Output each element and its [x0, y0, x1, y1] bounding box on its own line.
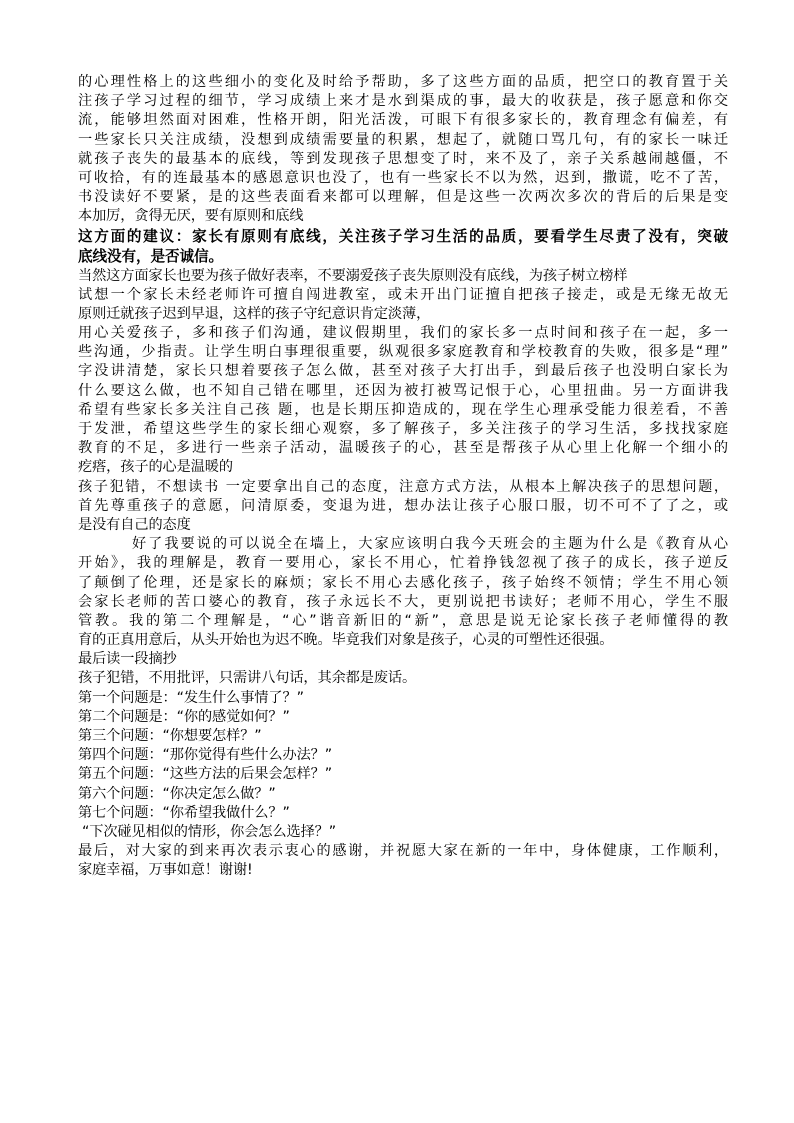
text-line: 于发泄，希望这些学生的家长细心观察，多了解孩子，多关注孩子的学习生活，多找找家庭 — [78, 421, 728, 437]
text-line: 第五个问题：“这些方法的后果会怎样？” — [78, 766, 332, 783]
text-line: 什么要这么做，也不知自己错在哪里，还因为被打被骂记恨于心，心里扭曲。另一方面讲我 — [78, 382, 728, 399]
text-line: 管教。我的第二个理解是，“心”谐音新旧的“新”，意思是说无论家长孩子老师懂得的教 — [78, 612, 728, 629]
bold-text-line: 这方面的建议：家长有原则有底线，关注孩子学习生活的品质，要看学生尽责了没有，突破 — [78, 227, 728, 245]
text-line: 可收拾，有的连最基本的感恩意识也没了，也有一些家长不以为然，迟到，撒谎，吃不了苦， — [78, 169, 728, 186]
text-line: 书没读好不要紧，是的这些表面看来都可以理解，但是这些一次两次多次的背后的后果是变 — [78, 189, 728, 206]
text-line: 孩子犯错，不想读书 一定要拿出自己的态度，注意方式方法，从根本上解决孩子的思想问题， — [78, 478, 728, 495]
text-line: 一些家长只关注成绩，没想到成绩需要量的积累，想起了，就随口骂几句，有的家长一味迁 — [78, 131, 728, 148]
text-line: 孩子犯错，不用批评，只需讲八句话，其余都是废话。 — [78, 670, 417, 687]
text-line: “下次碰见相似的情形，你会怎么选择？” — [82, 823, 336, 840]
text-line: 第七个问题：“你希望我做什么？” — [78, 804, 290, 821]
text-line: 用心关爱孩子，多和孩子们沟通，建议假期里，我们的家长多一点时间和孩子在一起，多一 — [78, 325, 728, 342]
text-line: 了颠倒了伦理，还是家长的麻烦；家长不用心去感化孩子，孩子始终不领情；学生不用心领 — [78, 574, 728, 591]
text-line: 试想一个家长未经老师许可擅自闯进教室，或未开出门证擅自把孩子接走，或是无缘无故无 — [78, 286, 728, 303]
text-line: 本加厉，贪得无厌，要有原则和底线 — [78, 208, 304, 225]
text-line: 第一个问题是：“发生什么事情了？” — [78, 689, 304, 706]
text-line: 教育的不足，多进行一些亲子活动，温暖孩子的心，甚至是帮孩子从心里上化解一个细小的 — [78, 440, 728, 457]
text-line: 流，能够坦然面对困难，性格开朗，阳光活泼，可眼下有很多家长的，教育理念有偏差，有 — [78, 112, 728, 129]
text-line: 第六个问题：“你决定怎么做？” — [78, 785, 276, 802]
text-line: 些沟通，少指责。让学生明白事理很重要，纵观很多家庭教育和学校教育的失败，很多是“理” — [78, 344, 728, 361]
text-line: 疙瘩，孩子的心是温暖的 — [78, 459, 233, 476]
text-line: 希望有些家长多关注自己孩 题，也是长期压抑造成的，现在学生心理承受能力很差看，不善 — [78, 401, 728, 418]
text-line: 最后读一段摘抄 — [78, 651, 177, 668]
text-line: 注孩子学习过程的细节，学习成绩上来才是水到渠成的事，最大的收获是，孩子愿意和你交 — [78, 93, 728, 110]
bold-text-line: 底线没有，是否诚信。 — [78, 247, 223, 265]
text-line: 好了我要说的可以说全在墙上，大家应该明白我今天班会的主题为什么是《教育从心 — [132, 536, 728, 553]
text-line: 开始》，我的理解是，教育一要用心，家长不用心，忙着挣钱忽视了孩子的成长，孩子逆反 — [78, 555, 728, 572]
text-line: 最后，对大家的到来再次表示衷心的感谢，并祝愿大家在新的一年中，身体健康，工作顺利， — [78, 843, 728, 860]
text-line: 当然这方面家长也要为孩子做好表率，不要溺爱孩子丧失原则没有底线，为孩子树立榜样 — [78, 267, 628, 284]
text-line: 第二个问题是：“你的感觉如何？” — [78, 708, 290, 725]
text-line: 就孩子丧失的最基本的底线，等到发现孩子思想变了时，来不及了，亲子关系越闹越僵，不 — [78, 150, 728, 167]
text-line: 字没讲清楚，家长只想着要孩子怎么做，甚至对孩子大打出手，到最后孩子也没明白家长为 — [78, 363, 728, 380]
text-line: 是没有自己的态度 — [78, 516, 191, 533]
text-line: 第四个问题：“那你觉得有些什么办法？” — [78, 747, 332, 764]
text-line: 的心理性格上的这些细小的变化及时给予帮助，多了这些方面的品质，把空口的教育置于关 — [78, 74, 728, 90]
text-line: 原则迁就孩子迟到早退，这样的孩子守纪意识肯定淡薄， — [78, 305, 431, 322]
document-page — [78, 73, 728, 881]
text-line: 会家长老师的苦口婆心的教育，孩子永远长不大，更别说把书读好；老师不用心，学生不服 — [78, 593, 728, 610]
text-line: 第三个问题：“你想要怎样？” — [78, 728, 262, 744]
text-line: 首先尊重孩子的意愿，问清原委，变退为进，想办法让孩子心服口服，切不可不了了之，或 — [78, 497, 728, 514]
text-line: 育的正真用意后，从头开始也为迟不晚。毕竟我们对象是孩子，心灵的可塑性还很强。 — [78, 632, 614, 649]
text-line: 家庭幸福，万事如意！谢谢! — [78, 862, 253, 879]
